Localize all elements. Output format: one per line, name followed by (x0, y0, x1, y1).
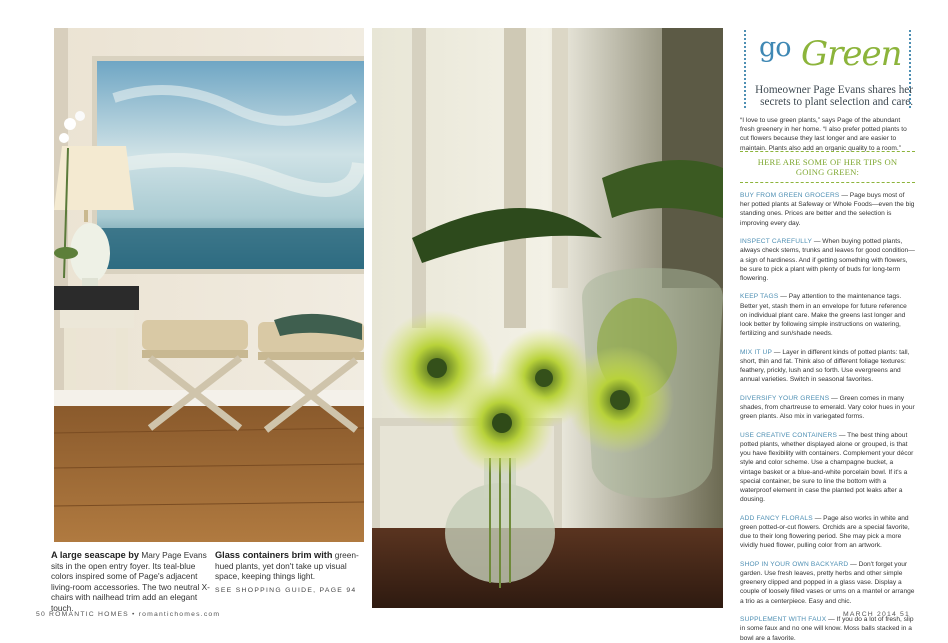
shopping-guide-note: SEE SHOPPING GUIDE, PAGE 94 (215, 587, 357, 594)
tip-text: — Layer in different kinds of potted plants: tall, short, thin and fat. Think also of different foliage textures: feathery, prickly, lush and so forth. Use evergreens and annual varieties. Switch in seasonal favorites. (740, 348, 910, 384)
foyer-illustration (54, 28, 364, 542)
tip-label: MIX IT UP (740, 348, 773, 356)
caption-foyer-lead: A large seascape by (51, 550, 140, 560)
sidebar-deck: Homeowner Page Evans shares her secrets to plant selection and care. (755, 84, 913, 108)
tip-text: — The best thing about potted plants, whether displayed alone or grouped, is that you have flexibility with containers. Complement your décor style and color scheme. Use a champagne bucket, a vintage basket or a blue-and-white porcelain bowl. If it's a special container, be sure to line the bottom with a waterproof element in case the planted pot leaks after a dousing. (740, 431, 914, 504)
tip-label: USE CREATIVE CONTAINERS (740, 431, 838, 439)
tip-label: SUPPLEMENT WITH FAUX (740, 616, 827, 624)
tip-label: KEEP TAGS (740, 293, 779, 301)
tip-item (740, 292, 915, 338)
folio-left: 50 ROMANTIC HOMES • romantichomes.com (36, 611, 221, 618)
sidebar-intro: “I love to use green plants,” says Page of the abundant fresh greenery in her home. “I also prefer potted plants to cut flowers because they last longer and are easier to maintain. Plants also add an organic quality to a room.” (740, 117, 907, 152)
flowers-photo (372, 28, 723, 608)
tip-text: — If you do a lot of fresh, slip in some faux and no one will know. Moss balls stacked in a bowl are a favorite. (740, 616, 914, 642)
tip-item (740, 348, 915, 385)
tip-item (740, 560, 915, 606)
tip-text: — Pay attention to the maintenance tags. Better yet, stash them in an envelope for future reference on individual plant care. Make the greens last longer and look better by following simple instructions on watering, fertilizing and sun/shade needs. (740, 293, 907, 338)
tip-text: — Green comes in many shades, from chartreuse to emerald. Vary color hues in your green plants. Also mix in variegated forms. (740, 394, 915, 421)
caption-foyer-body: Mary Page Evans sits in the open entry foyer. Its teal-blue colors inspired some of Page's adjacent living-room accessories. The two neutral X-chairs with nailhead trim add an elegant touch. (51, 550, 210, 613)
tip-label: BUY FROM GREEN GROCERS (740, 192, 840, 199)
caption-glass (215, 550, 365, 582)
foyer-photo (54, 28, 364, 542)
tip-item (740, 394, 915, 422)
caption-glass-lead: Glass containers brim with (215, 550, 333, 560)
tip-label: INSPECT CAREFULLY (740, 238, 813, 246)
title-box (737, 28, 915, 108)
tips-heading: HERE ARE SOME OF HER TIPS ON GOING GREEN: (757, 157, 898, 178)
tip-text: — Page also works in white and green potted-or-cut flowers. Orchids are a special favorite, due to their long flowering period. She may pick a more vividly hued flower, pulling color from an artwork. (740, 514, 910, 550)
tip-label: SHOP IN YOUR OWN BACKYARD (740, 560, 849, 568)
tip-text: — Page buys most of her potted plants at Safeway or Whole Foods—even the big standing ones. Prices are better and the selection is improving every day. (740, 192, 915, 227)
tips-heading-box (740, 151, 915, 183)
flowers-illustration (372, 28, 723, 608)
caption-foyer (51, 550, 211, 614)
title-go: go (759, 32, 791, 63)
title-border-left (744, 30, 746, 108)
title-green: Green (801, 34, 902, 74)
tip-item (740, 191, 915, 228)
tip-item (740, 237, 915, 283)
tip-label: DIVERSIFY YOUR GREENS (740, 394, 830, 402)
tips-divider-bottom (740, 182, 915, 183)
tip-item (740, 514, 915, 551)
tip-text: — When buying potted plants, always check stems, trunks and leaves for good condition—a sign of hardiness. And if getting something with flowers, be sure to pick a plant with plenty of buds for long-term flowering. (740, 238, 915, 282)
caption-glass-body: green-hued plants, yet don't take up visual space, keeping things light. (215, 550, 359, 582)
tip-label: ADD FANCY FLORALS (740, 514, 813, 522)
folio-right: MARCH 2014 51 (843, 611, 910, 618)
tips-list (740, 191, 915, 643)
tip-item (740, 615, 915, 643)
tip-text: — Don't forget your garden. Use fresh leaves, pretty herbs and other simple greenery clipped and popped in a glass vase. Display a couple of loosely filled vases or urns on a mantel or arrange a trio as a centerpiece. Easy and chic. (740, 560, 915, 605)
tip-item (740, 431, 915, 505)
